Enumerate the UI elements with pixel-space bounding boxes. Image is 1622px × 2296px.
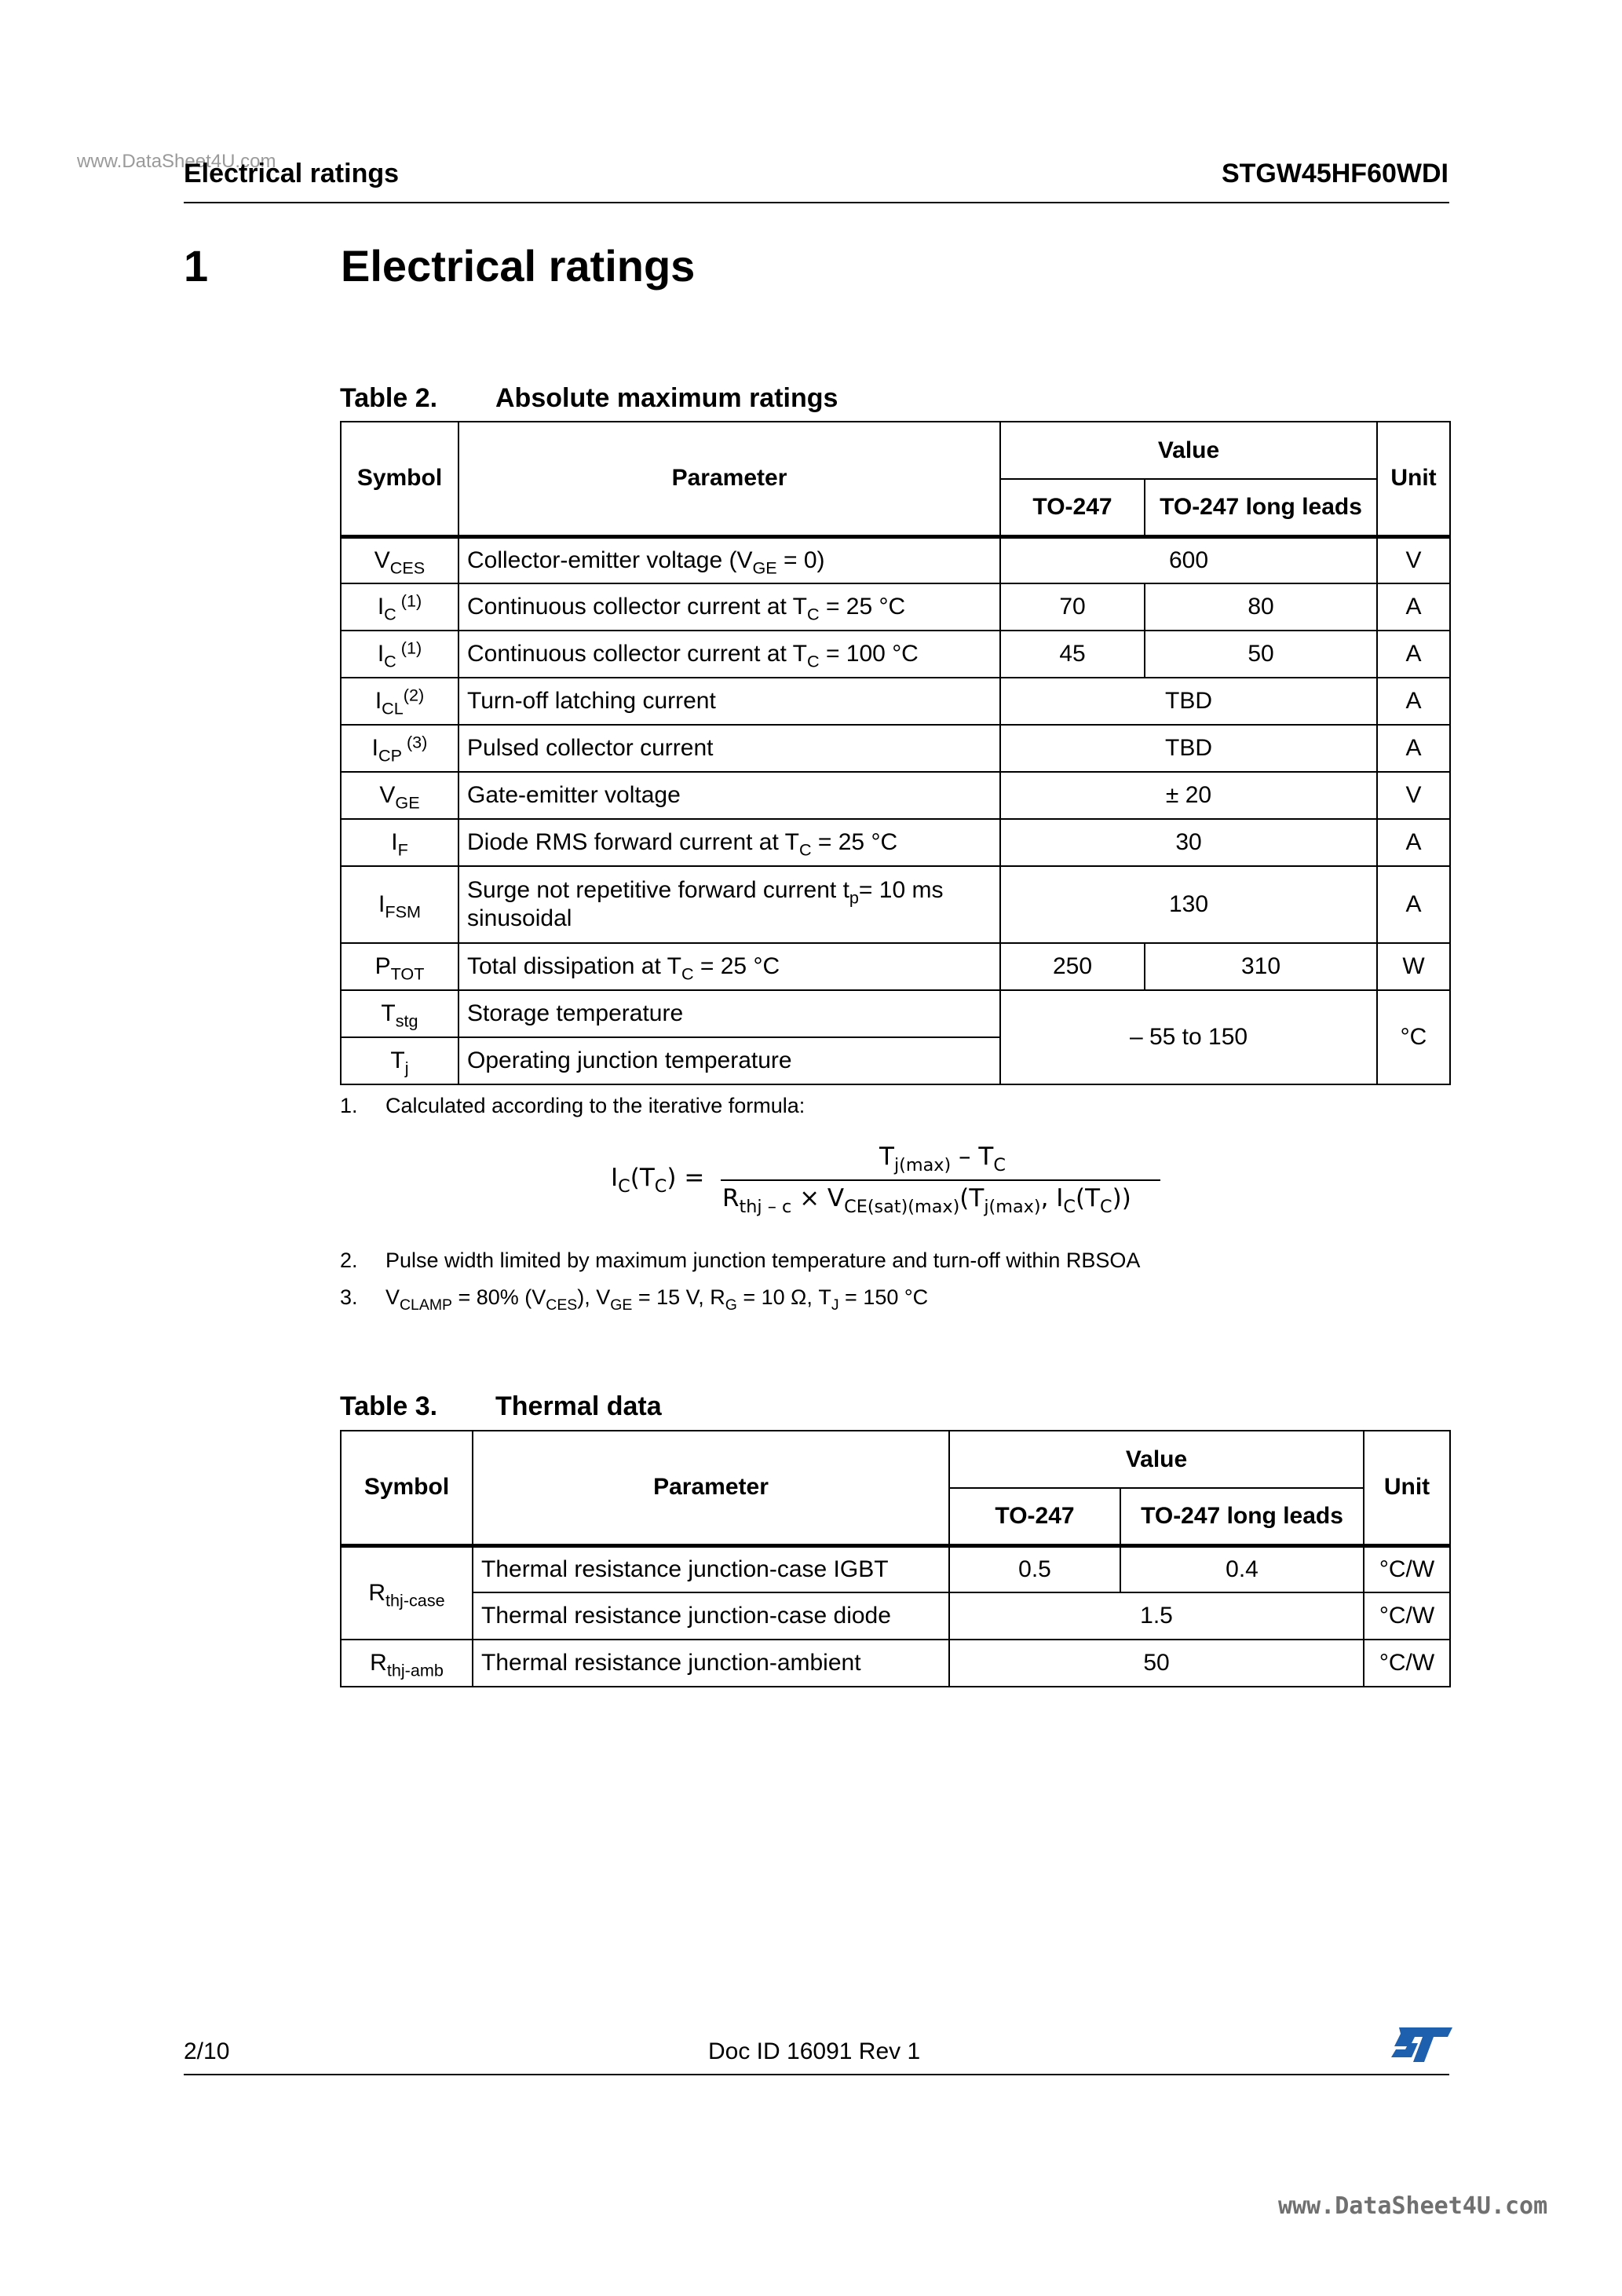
symbol-cell: $R_{thj-case}$ (341, 1545, 473, 1640)
value-to247ll-cell: 80 (1145, 583, 1377, 631)
table-row (341, 990, 1450, 1037)
header-part-number: STGW45HF60WDI (1221, 159, 1448, 188)
absolute-max-ratings-table (340, 421, 1451, 1085)
footer-rule (184, 2074, 1449, 2075)
unit-cell: A (1377, 725, 1450, 772)
table2-title: Absolute maximum ratings (495, 383, 838, 413)
col-header-unit: Unit (1377, 422, 1450, 536)
unit-cell: A (1377, 678, 1450, 725)
footnote-3: 3. $V_{CLAMP} = 80\%$ $(V_{CES})$, $V_{GE} = 15$ V, $R_G = 10$ Ω, $T_J = 150$ °C (340, 1285, 929, 1314)
col-header-to247-long-leads: TO-247 long leads (1120, 1488, 1364, 1545)
col-header-to247: TO-247 (949, 1488, 1120, 1545)
unit-cell: V (1377, 772, 1450, 819)
unit-cell: W (1377, 943, 1450, 990)
table-row (341, 943, 1450, 990)
unit-cell: °C/W (1364, 1545, 1450, 1592)
table-row (341, 536, 1450, 583)
col-header-parameter: Parameter (473, 1431, 949, 1545)
table-row (341, 725, 1450, 772)
symbol-cell: $V_{CES}$ (341, 536, 458, 583)
value-cell: – 55 to 150 (1000, 990, 1377, 1084)
parameter-cell: Collector-emitter voltage $(V_{GE} = 0)$ (458, 536, 1000, 583)
page-number: 2/10 (184, 2038, 230, 2064)
unit-cell: °C/W (1364, 1640, 1450, 1687)
value-cell: 600 (1000, 536, 1377, 583)
table-row (341, 1640, 1450, 1687)
parameter-cell: Pulsed collector current (458, 725, 1000, 772)
table3-label: Table 3. (340, 1391, 438, 1421)
table-row (341, 678, 1450, 725)
value-to247ll-cell: 310 (1145, 943, 1377, 990)
symbol-cell: $R_{thj-amb}$ (341, 1640, 473, 1687)
table3-caption (340, 1391, 662, 1422)
watermark-bottom[interactable]: www.DataSheet4U.com (1278, 2192, 1548, 2220)
parameter-cell: Operating junction temperature (458, 1037, 1000, 1084)
table-row (341, 819, 1450, 866)
parameter-cell: Continuous collector current at $T_C = 100$ °C (458, 631, 1000, 678)
col-header-symbol: Symbol (341, 1431, 473, 1545)
unit-cell: A (1377, 583, 1450, 631)
col-header-symbol: Symbol (341, 422, 458, 536)
section-title: Electrical ratings (341, 241, 696, 291)
unit-cell: A (1377, 631, 1450, 678)
table-row (341, 631, 1450, 678)
table2-label: Table 2. (340, 383, 438, 413)
symbol-cell: $I_C$ $^{(1)}$ (341, 631, 458, 678)
parameter-cell: Thermal resistance junction-case IGBT (473, 1545, 949, 1592)
unit-cell: °C (1377, 990, 1450, 1084)
symbol-cell: $T_j$ (341, 1037, 458, 1084)
value-to247ll-cell: 50 (1145, 631, 1377, 678)
section-number: 1 (184, 241, 209, 291)
parameter-cell: Total dissipation at $T_C = 25$ °C (458, 943, 1000, 990)
value-to247-cell: 250 (1000, 943, 1145, 990)
unit-cell: V (1377, 536, 1450, 583)
parameter-cell: Gate-emitter voltage (458, 772, 1000, 819)
watermark-top[interactable]: www.DataSheet4U.com (77, 151, 276, 172)
footnote-2: 2. Pulse width limited by maximum junction temperature and turn-off within RBSOA (340, 1249, 1141, 1272)
parameter-cell: Thermal resistance junction-ambient (473, 1640, 949, 1687)
parameter-cell: Diode RMS forward current at $T_C = 25$ °C (458, 819, 1000, 866)
parameter-cell: Turn-off latching current (458, 678, 1000, 725)
value-cell: TBD (1000, 725, 1377, 772)
symbol-cell: $V_{GE}$ (341, 772, 458, 819)
value-to247-cell: 0.5 (949, 1545, 1120, 1592)
col-header-to247-long-leads: TO-247 long leads (1145, 479, 1377, 536)
value-cell: TBD (1000, 678, 1377, 725)
table-row (341, 583, 1450, 631)
table-row (341, 1592, 1450, 1640)
col-header-parameter: Parameter (458, 422, 1000, 536)
unit-cell: A (1377, 819, 1450, 866)
header-rule (184, 202, 1449, 203)
parameter-cell: Continuous collector current at $T_C = 25$ °C (458, 583, 1000, 631)
formula-denominator: $R_{thj - c} \times V_{CE(sat)(max)}(T_{j(max)}$, $I_C(T_C)$) (722, 1184, 1131, 1217)
doc-id: Doc ID 16091 Rev 1 (708, 2038, 921, 2064)
parameter-cell: Thermal resistance junction-case diode (473, 1592, 949, 1640)
unit-cell: A (1377, 866, 1450, 943)
value-cell: ± 20 (1000, 772, 1377, 819)
table2-caption (340, 383, 838, 414)
value-to247-cell: 70 (1000, 583, 1145, 631)
thermal-data-table (340, 1430, 1451, 1687)
formula-fraction-line (721, 1179, 1160, 1181)
value-cell: 130 (1000, 866, 1377, 943)
table3-title: Thermal data (495, 1391, 662, 1421)
unit-cell: °C/W (1364, 1592, 1450, 1640)
formula-lhs: $I_C(T_C)$ = (611, 1164, 705, 1197)
table-row (341, 866, 1450, 943)
header-section-title: Electrical ratings (184, 159, 400, 188)
col-header-to247: TO-247 (1000, 479, 1145, 536)
value-cell: 30 (1000, 819, 1377, 866)
value-cell: 1.5 (949, 1592, 1364, 1640)
symbol-cell: $I_{CP}$ $^{(3)}$ (341, 725, 458, 772)
symbol-cell: $I_F$ (341, 819, 458, 866)
value-to247-cell: 45 (1000, 631, 1145, 678)
symbol-cell: $T_{stg}$ (341, 990, 458, 1037)
table-row (341, 1545, 1450, 1592)
parameter-cell: Storage temperature (458, 990, 1000, 1037)
symbol-cell: $I_{CL}^{(2)}$ (341, 678, 458, 725)
footnote-1: 1. Calculated according to the iterative formula: (340, 1094, 806, 1117)
col-header-unit: Unit (1364, 1431, 1450, 1545)
formula-numerator: $T_{j(max)} - T_C$ (879, 1143, 1006, 1175)
symbol-cell: $I_C$ $^{(1)}$ (341, 583, 458, 631)
col-header-value: Value (949, 1431, 1364, 1488)
value-cell: 50 (949, 1640, 1364, 1687)
value-to247ll-cell: 0.4 (1120, 1545, 1364, 1592)
symbol-cell: $P_{TOT}$ (341, 943, 458, 990)
symbol-cell: $I_{FSM}$ (341, 866, 458, 943)
col-header-value: Value (1000, 422, 1377, 479)
table-row (341, 772, 1450, 819)
st-logo-icon (1391, 2026, 1452, 2064)
parameter-cell: Surge not repetitive forward current $t_p= 10$ ms sinusoidal (458, 866, 1000, 943)
